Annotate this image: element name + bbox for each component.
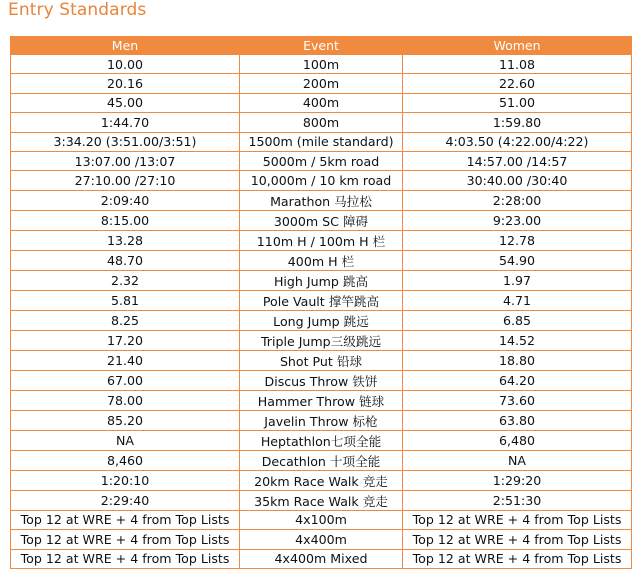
table-row: [11, 370, 632, 390]
cell-men: NA: [11, 430, 240, 450]
table-row: [11, 290, 632, 310]
cell-event: Long Jump 跳远: [240, 310, 403, 330]
cell-event: Pole Vault 撑竿跳高: [240, 290, 403, 310]
table-row: [11, 230, 632, 250]
cell-event: 100m: [240, 55, 403, 74]
table-row: [11, 549, 632, 568]
cell-men: 8:15.00: [11, 210, 240, 230]
cell-men: 10.00: [11, 55, 240, 74]
cell-men: 27:10.00 /27:10: [11, 171, 240, 190]
header-event: Event: [240, 37, 403, 55]
cell-men: 8,460: [11, 450, 240, 470]
table-row: [11, 470, 632, 490]
table-row: [11, 74, 632, 93]
table-row: [11, 210, 632, 230]
cell-women: 1.97: [403, 270, 632, 290]
cell-men: 85.20: [11, 410, 240, 430]
table-row: [11, 270, 632, 290]
table-row: [11, 113, 632, 132]
cell-women: 2:28:00: [403, 190, 632, 210]
cell-women: 6.85: [403, 310, 632, 330]
table-row: [11, 450, 632, 470]
cell-event: Heptathlon七项全能: [240, 430, 403, 450]
table-row: [11, 350, 632, 370]
cell-women: 54.90: [403, 250, 632, 270]
cell-event: 20km Race Walk 竞走: [240, 470, 403, 490]
cell-women: 1:59.80: [403, 113, 632, 132]
cell-women: NA: [403, 450, 632, 470]
cell-women: Top 12 at WRE + 4 from Top Lists: [403, 530, 632, 549]
cell-event: High Jump 跳高: [240, 270, 403, 290]
table-row: [11, 171, 632, 190]
cell-women: 4.71: [403, 290, 632, 310]
cell-women: 9:23.00: [403, 210, 632, 230]
cell-event: Decathlon 十项全能: [240, 450, 403, 470]
table-row: [11, 530, 632, 549]
table-header-row: [11, 37, 632, 55]
cell-men: 8.25: [11, 310, 240, 330]
cell-women: Top 12 at WRE + 4 from Top Lists: [403, 510, 632, 529]
cell-men: 2:29:40: [11, 490, 240, 510]
entry-standards-table: [10, 36, 632, 569]
cell-women: 12.78: [403, 230, 632, 250]
cell-men: 13.28: [11, 230, 240, 250]
cell-men: Top 12 at WRE + 4 from Top Lists: [11, 510, 240, 529]
table-row: [11, 190, 632, 210]
cell-men: 20.16: [11, 74, 240, 93]
header-women: Women: [403, 37, 632, 55]
cell-event: 1500m (mile standard): [240, 132, 403, 151]
cell-women: 51.00: [403, 93, 632, 112]
cell-men: 1:44.70: [11, 113, 240, 132]
cell-men: 45.00: [11, 93, 240, 112]
cell-women: 1:29:20: [403, 470, 632, 490]
cell-event: 3000m SC 障碍: [240, 210, 403, 230]
table-row: [11, 330, 632, 350]
cell-men: 3:34.20 (3:51.00/3:51): [11, 132, 240, 151]
cell-women: 4:03.50 (4:22.00/4:22): [403, 132, 632, 151]
table-row: [11, 390, 632, 410]
cell-women: 22.60: [403, 74, 632, 93]
cell-women: 73.60: [403, 390, 632, 410]
cell-event: Triple Jump三级跳远: [240, 330, 403, 350]
cell-men: 78.00: [11, 390, 240, 410]
cell-event: 4x400m Mixed: [240, 549, 403, 568]
cell-men: 67.00: [11, 370, 240, 390]
table-row: [11, 151, 632, 170]
cell-men: 1:20:10: [11, 470, 240, 490]
cell-event: 4x400m: [240, 530, 403, 549]
cell-women: 14.52: [403, 330, 632, 350]
cell-event: Javelin Throw 标枪: [240, 410, 403, 430]
table-row: [11, 250, 632, 270]
header-men: Men: [11, 37, 240, 55]
cell-men: 2.32: [11, 270, 240, 290]
cell-women: 11.08: [403, 55, 632, 74]
cell-women: 14:57.00 /14:57: [403, 151, 632, 170]
cell-men: 2:09:40: [11, 190, 240, 210]
table-row: [11, 490, 632, 510]
cell-women: Top 12 at WRE + 4 from Top Lists: [403, 549, 632, 568]
cell-women: 6,480: [403, 430, 632, 450]
cell-men: 5.81: [11, 290, 240, 310]
table-row: [11, 430, 632, 450]
table-row: [11, 510, 632, 529]
cell-event: 110m H / 100m H 栏: [240, 230, 403, 250]
cell-women: 63.80: [403, 410, 632, 430]
cell-event: Marathon 马拉松: [240, 190, 403, 210]
cell-women: 2:51:30: [403, 490, 632, 510]
cell-men: 13:07.00 /13:07: [11, 151, 240, 170]
cell-event: 400m: [240, 93, 403, 112]
cell-event: Shot Put 铅球: [240, 350, 403, 370]
cell-event: 10,000m / 10 km road: [240, 171, 403, 190]
cell-men: 17.20: [11, 330, 240, 350]
table-row: [11, 132, 632, 151]
page-title: Entry Standards: [8, 0, 147, 20]
cell-men: Top 12 at WRE + 4 from Top Lists: [11, 549, 240, 568]
cell-women: 18.80: [403, 350, 632, 370]
cell-men: Top 12 at WRE + 4 from Top Lists: [11, 530, 240, 549]
cell-women: 64.20: [403, 370, 632, 390]
cell-women: 30:40.00 /30:40: [403, 171, 632, 190]
cell-event: 200m: [240, 74, 403, 93]
cell-event: 4x100m: [240, 510, 403, 529]
table-row: [11, 310, 632, 330]
cell-event: 35km Race Walk 竞走: [240, 490, 403, 510]
cell-men: 48.70: [11, 250, 240, 270]
cell-event: 800m: [240, 113, 403, 132]
cell-event: 5000m / 5km road: [240, 151, 403, 170]
table-row: [11, 93, 632, 112]
table-row: [11, 55, 632, 74]
cell-event: 400m H 栏: [240, 250, 403, 270]
cell-event: Discus Throw 铁饼: [240, 370, 403, 390]
cell-event: Hammer Throw 链球: [240, 390, 403, 410]
table-row: [11, 410, 632, 430]
cell-men: 21.40: [11, 350, 240, 370]
